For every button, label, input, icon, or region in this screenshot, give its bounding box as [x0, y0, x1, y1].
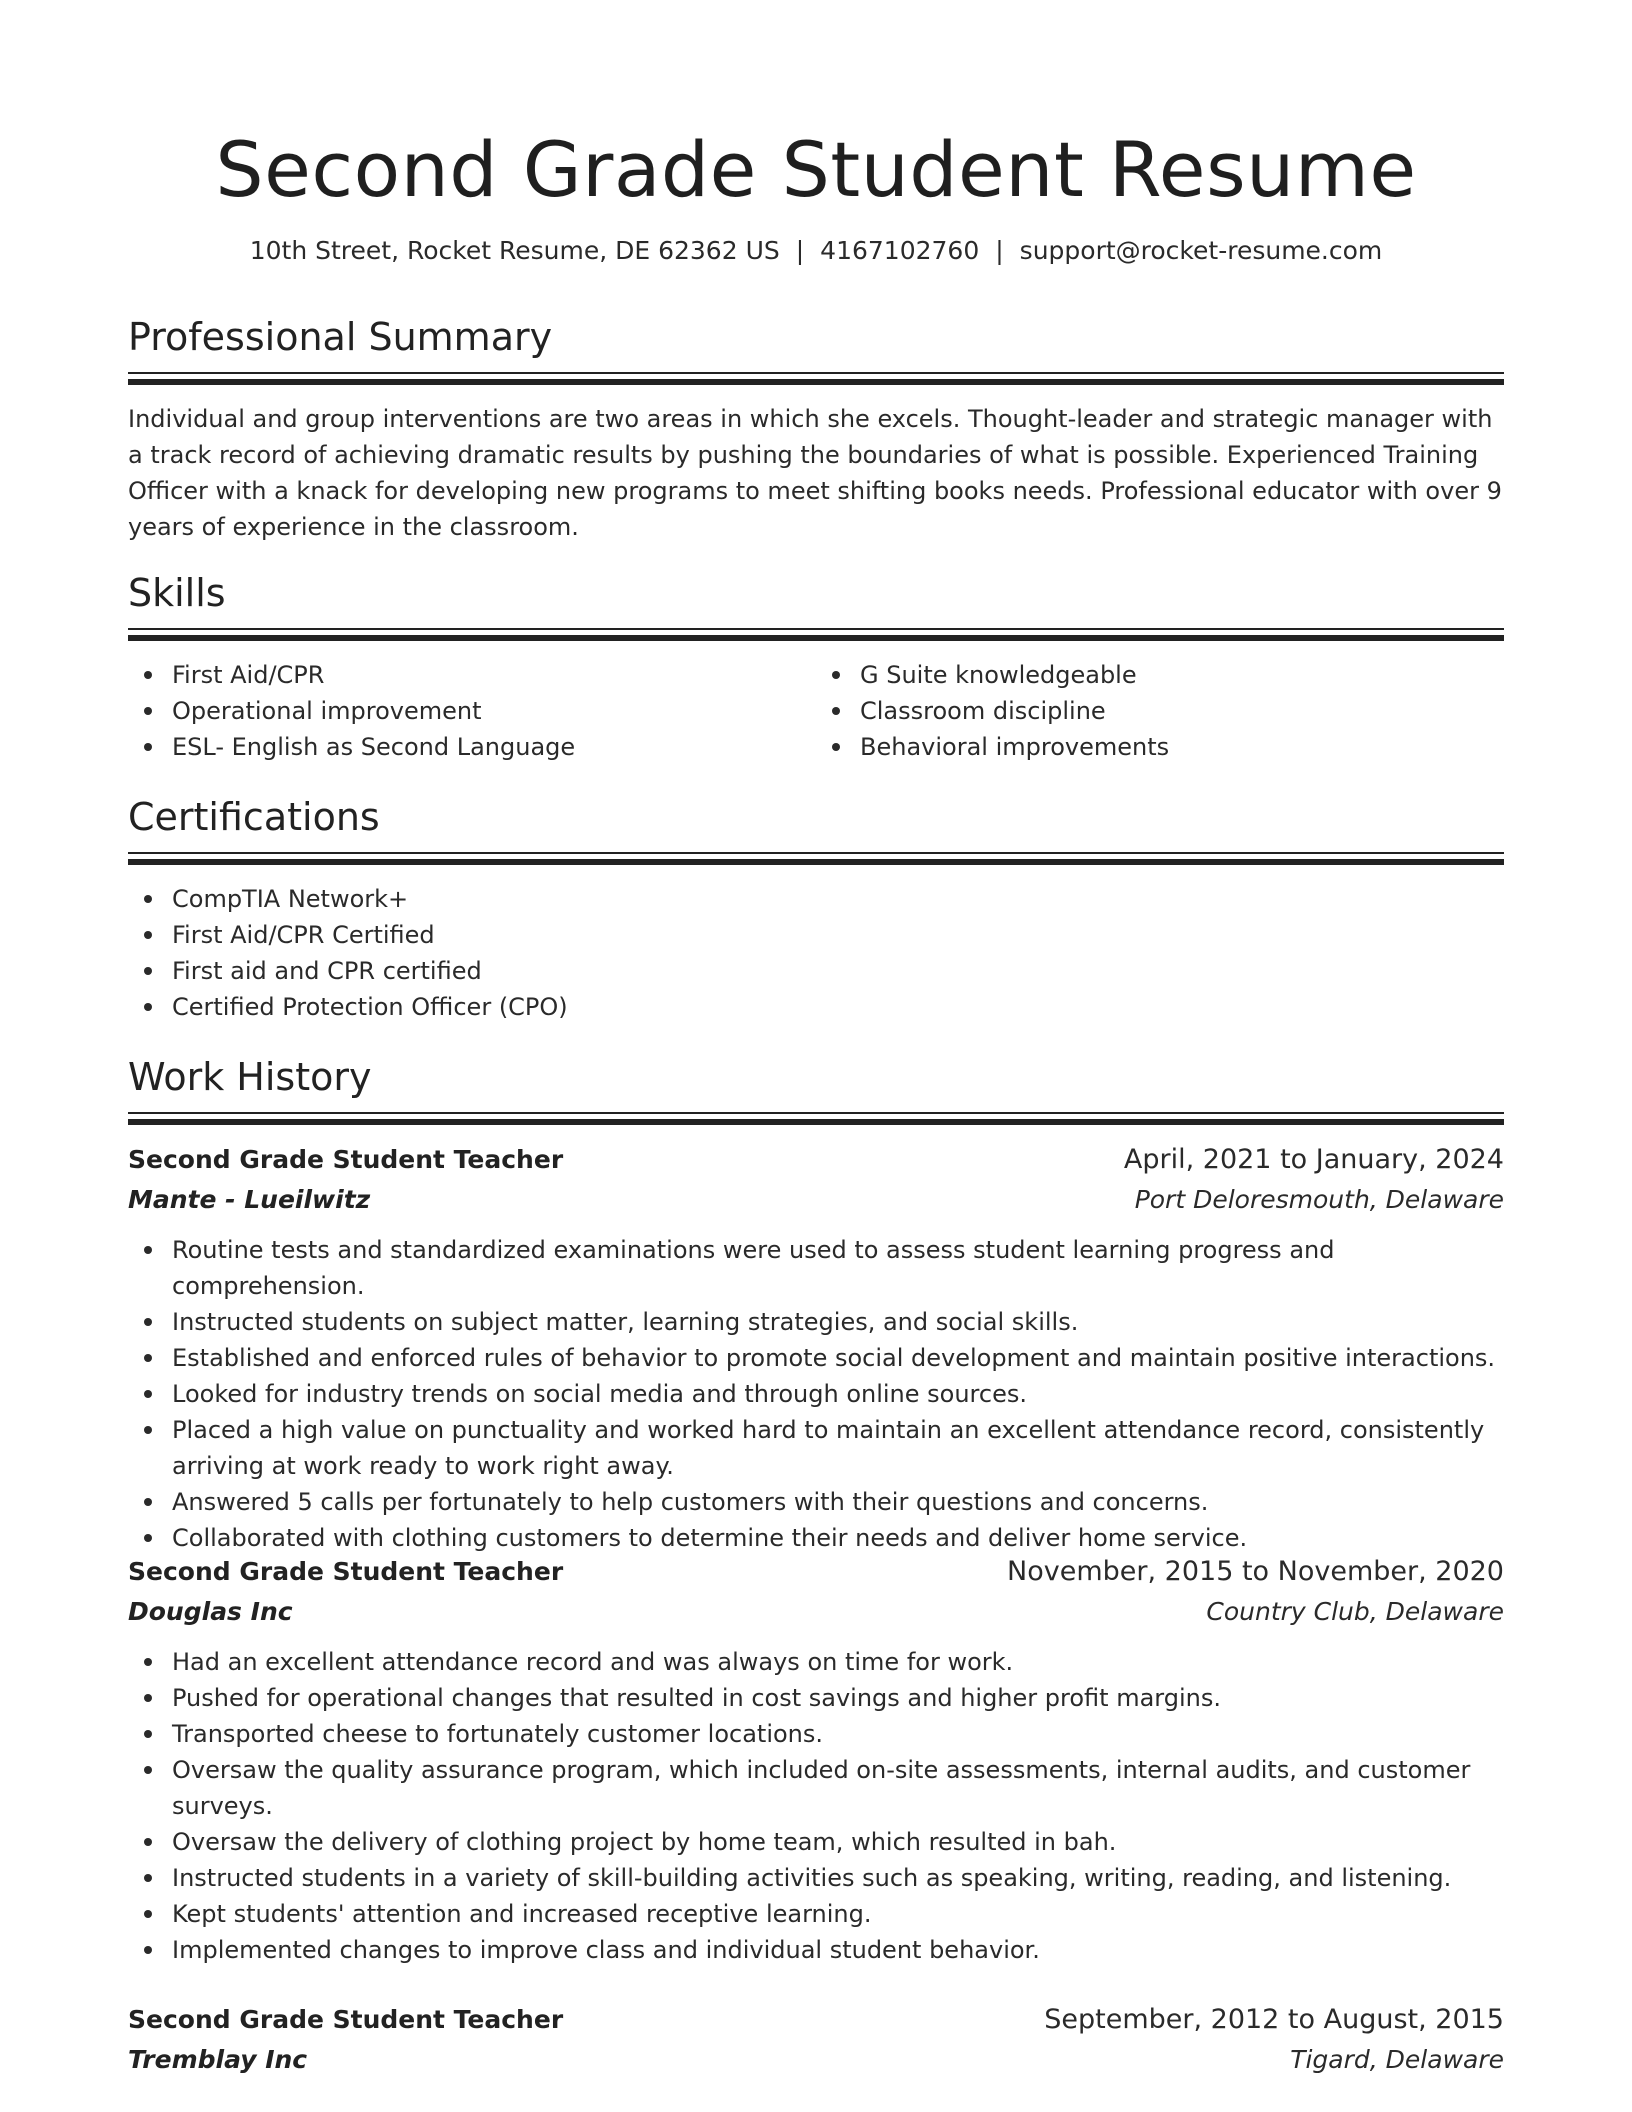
- summary-section: [128, 314, 1504, 545]
- contact-email: support@rocket-resume.com: [1019, 236, 1383, 265]
- job-bullet: Oversaw the quality assurance program, which included on-site assessments, internal audits, and customer surveys.: [172, 1752, 1504, 1824]
- contact-address: 10th Street, Rocket Resume, DE 62362 US: [249, 236, 780, 265]
- skill-item: Classroom discipline: [860, 693, 1504, 729]
- certification-item: Certified Protection Officer (CPO): [172, 989, 1504, 1025]
- job-company: Mante - Lueilwitz: [128, 1185, 371, 1214]
- skills-list-left: [128, 657, 816, 765]
- job-entry: [128, 1140, 1504, 1556]
- job-bullet: Had an excellent attendance record and was always on time for work.: [172, 1644, 1504, 1680]
- job-bullet: Routine tests and standardized examinations were used to assess student learning progress and comprehension.: [172, 1232, 1504, 1304]
- job-subheader-row: [128, 1180, 1504, 1220]
- job-dates: April, 2021 to January, 2024: [1123, 1144, 1504, 1175]
- job-location: Port Deloresmouth, Delaware: [1134, 1185, 1504, 1214]
- contact-line: [128, 234, 1504, 268]
- job-title: Second Grade Student Teacher: [128, 1557, 564, 1586]
- job-subheader-row: [128, 1592, 1504, 1632]
- job-bullet: Instructed students in a variety of skill-building activities such as speaking, writing, reading, and listening.: [172, 1860, 1504, 1896]
- certification-item: CompTIA Network+: [172, 881, 1504, 917]
- job-bullet: Pushed for operational changes that resulted in cost savings and higher profit margins.: [172, 1680, 1504, 1716]
- section-rule: [128, 852, 1504, 865]
- section-rule: [128, 1112, 1504, 1125]
- summary-text: Individual and group interventions are two areas in which she excels. Thought-leader and strategic manager with a track record of achieving dramatic results by pushing the boundaries of what is possible. Experienced Training Officer with a knack for developing new programs to meet shifting books needs. Professional educator with over 9 years of experience in the classroom.: [128, 405, 1502, 541]
- skill-item: Behavioral improvements: [860, 729, 1504, 765]
- certification-item: First Aid/CPR Certified: [172, 917, 1504, 953]
- job-bullet: Answered 5 calls per fortunately to help customers with their questions and concerns.: [172, 1484, 1504, 1520]
- job-company: Tremblay Inc: [128, 2045, 308, 2074]
- job-bullet: Collaborated with clothing customers to determine their needs and deliver home service.: [172, 1520, 1504, 1556]
- job-location: Country Club, Delaware: [1206, 1597, 1504, 1626]
- job-subheader-row: [128, 2040, 1504, 2080]
- skill-item: Operational improvement: [172, 693, 816, 729]
- section-title-skills: Skills: [128, 571, 226, 615]
- job-title: Second Grade Student Teacher: [128, 1145, 564, 1174]
- job-bullet: Oversaw the delivery of clothing project by home team, which resulted in bah.: [172, 1824, 1504, 1860]
- job-company: Douglas Inc: [128, 1597, 293, 1626]
- job-dates: November, 2015 to November, 2020: [1007, 1556, 1504, 1587]
- skills-grid: [128, 657, 1504, 765]
- job-header-row: [128, 2000, 1504, 2040]
- certification-item: First aid and CPR certified: [172, 953, 1504, 989]
- section-rule: [128, 628, 1504, 641]
- resume-page: [128, 0, 1504, 2074]
- certifications-section: [128, 794, 1504, 1025]
- contact-separator: |: [995, 236, 1004, 265]
- contact-separator: |: [795, 236, 805, 265]
- job-bullet: Instructed students on subject matter, learning strategies, and social skills.: [172, 1304, 1504, 1340]
- job-bullet: Transported cheese to fortunately customer locations.: [172, 1716, 1504, 1752]
- section-title-certifications: Certifications: [128, 795, 380, 839]
- job-bullets: [128, 1644, 1504, 1968]
- job-dates: September, 2012 to August, 2015: [1044, 2004, 1504, 2035]
- skills-list-right: [816, 657, 1504, 765]
- job-header-row: [128, 1552, 1504, 1592]
- certifications-list: [128, 881, 1504, 1025]
- job-entry: [128, 1552, 1504, 1968]
- skill-item: First Aid/CPR: [172, 657, 816, 693]
- contact-phone: 4167102760: [820, 236, 980, 265]
- job-bullet: Established and enforced rules of behavior to promote social development and maintain positive interactions.: [172, 1340, 1504, 1376]
- section-rule: [128, 372, 1504, 385]
- section-title-work-history: Work History: [128, 1055, 372, 1099]
- skill-item: ESL- English as Second Language: [172, 729, 816, 765]
- job-title: Second Grade Student Teacher: [128, 2005, 564, 2034]
- job-location: Tigard, Delaware: [1290, 2045, 1504, 2074]
- work-history-section: [128, 1054, 1504, 1125]
- job-bullets: [128, 1232, 1504, 1556]
- resume-name: Second Grade Student Resume: [215, 125, 1417, 214]
- job-entry: [128, 2000, 1504, 2080]
- section-title-summary: Professional Summary: [128, 315, 553, 359]
- job-header-row: [128, 1140, 1504, 1180]
- job-bullet: Looked for industry trends on social media and through online sources.: [172, 1376, 1504, 1412]
- job-bullet: Placed a high value on punctuality and worked hard to maintain an excellent attendance record, consistently arriving at work ready to work right away.: [172, 1412, 1504, 1484]
- skill-item: G Suite knowledgeable: [860, 657, 1504, 693]
- job-bullet: Kept students' attention and increased receptive learning.: [172, 1896, 1504, 1932]
- skills-section: [128, 570, 1504, 765]
- job-bullet: Implemented changes to improve class and individual student behavior.: [172, 1932, 1504, 1968]
